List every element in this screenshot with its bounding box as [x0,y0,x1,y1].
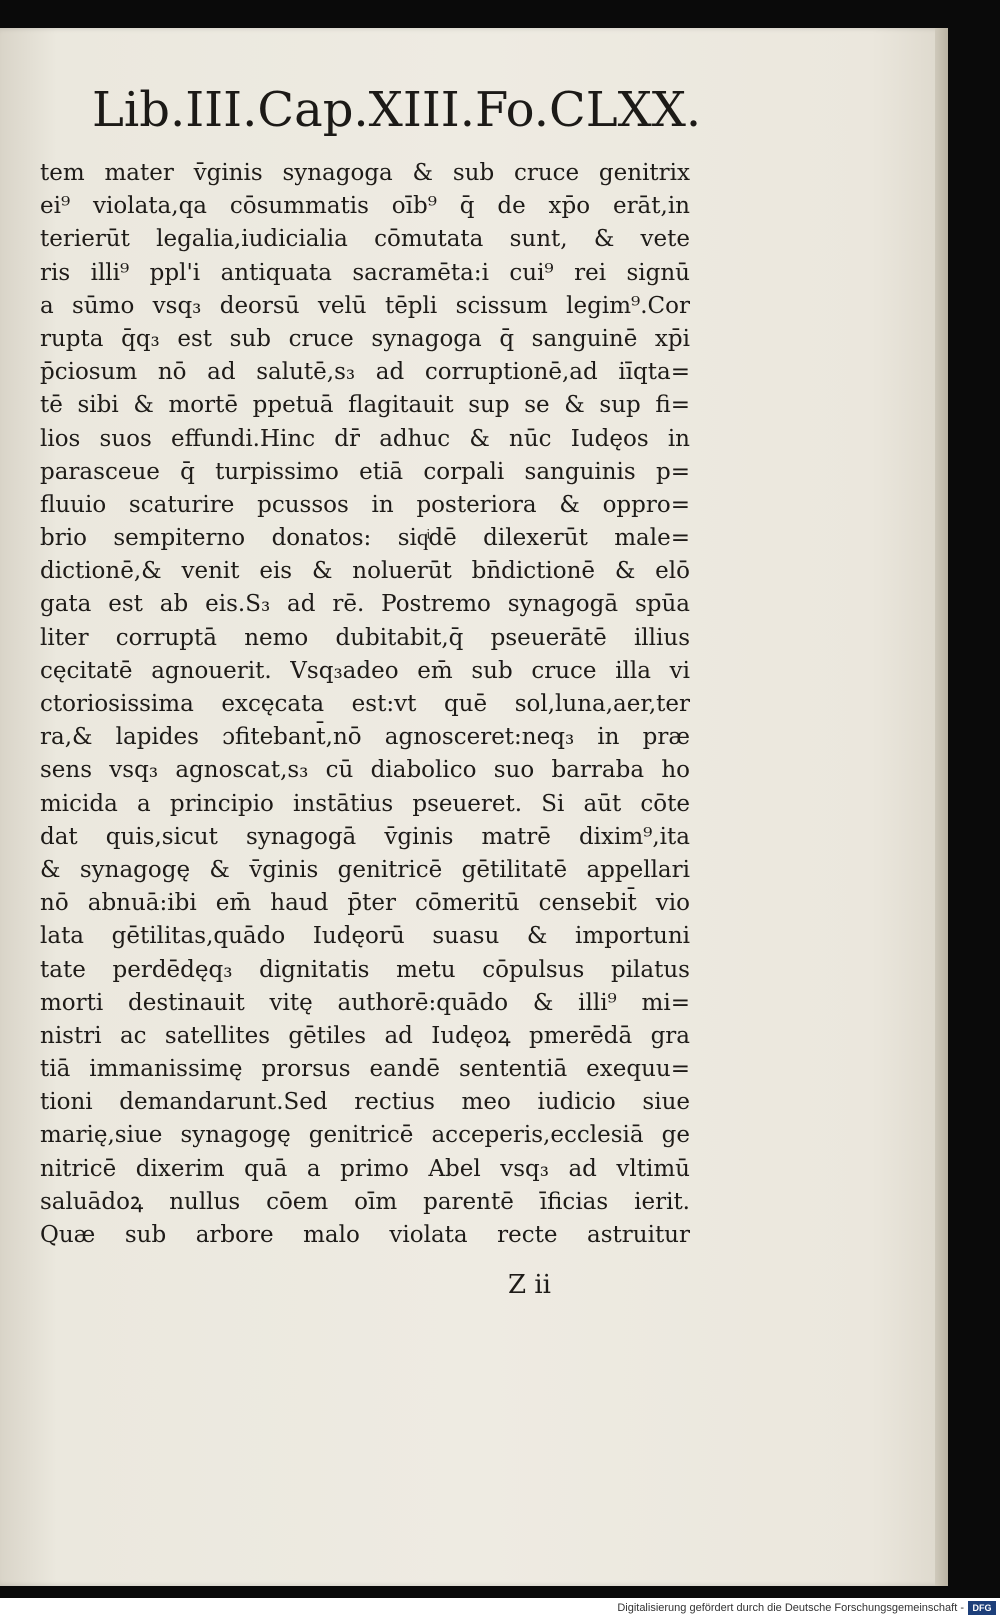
text-line: rupta q̄q₃ est sub cruce synagoga q̄ sanguinē xp̄i [40,325,690,352]
text-line: morti destinauit vitę authorē:quādo & illi⁹ mi= [40,989,690,1016]
text-line: & synagogę & v̄ginis genitricē gētilitatē appellari [40,856,690,883]
text-line: ei⁹ violata,qa cōsummatis oīb⁹ q̄ de xp̄o erāt,in [40,193,690,220]
text-line: tiā immanissimę prorsus eandē sententiā exequu= [40,1056,690,1083]
footer-credit: Digitalisierung gefördert durch die Deutsche Forschungsgemeinschaft - [617,1602,964,1614]
text-line: nitricē dixerim quā a primo Abel vsq₃ ad vltimū [40,1155,690,1182]
text-line: marię,siue synagogę genitricē acceperis,ecclesiā ge [40,1122,690,1149]
text-line: Quæ sub arbore malo violata recte astruitur [40,1222,690,1248]
page-edge [935,28,948,1586]
text-line: a sūmo vsq₃ deorsū velū tēpli scissum legim⁹.Cor [40,292,690,319]
text-line: tem mater v̄ginis synagoga & sub cruce genitrix [40,160,690,186]
text-line: nō abnuā:ibi em̄ haud p̄ter cōmeritū censebit̄ vio [40,890,690,917]
text-line: terierūt legalia,iudicialia cōmutata sunt, & vete [40,226,690,253]
text-line: brio sempiterno donatos: siqͥdē dilexerūt male= [40,525,690,552]
signature-mark: Z ii [508,1270,551,1300]
text-line: tē sibi & mortē ppetuā flagitauit sup se & sup fi= [40,392,690,419]
text-line: ris illi⁹ ppl'i antiquata sacramēta:i cui⁹ rei signū [40,259,690,286]
text-line: gata est ab eis.S₃ ad rē. Postremo synagogā spūa [40,591,690,618]
text-block [40,157,690,1252]
running-head: Lib.III.Cap.XIII.Fo.CLXX. [92,82,702,138]
text-line: tate perdēdęq₃ dignitatis metu cōpulsus pilatus [40,956,690,983]
text-line: fluuio scaturire pcussos in posteriora & oppro= [40,491,690,518]
text-line: cęcitatē agnouerit. Vsq₃adeo em̄ sub cruce illa vi [40,657,690,684]
text-line: tioni demandarunt.Sed rectius meo iudicio siue [40,1089,690,1116]
text-line: liter corruptā nemo dubitabit,q̄ pseuerātē illius [40,624,690,651]
text-line: parasceue q̄ turpissimo etiā corpali sanguinis p= [40,458,690,485]
text-line: dictionē,& venit eis & noluerūt bn̄dictionē & elō [40,558,690,585]
dfg-logo-icon[interactable]: DFG [968,1601,996,1615]
text-line: ra,& lapides ɔfitebant̄,nō agnosceret:neq₃ in præ [40,724,690,751]
text-line: dat quis,sicut synagogā v̄ginis matrē dixim⁹,ita [40,823,690,850]
text-line: p̄ciosum nō ad salutē,s₃ ad corruptionē,ad iīqta= [40,359,690,386]
text-line: lios suos effundi.Hinc dr̄ adhuc & nūc Iudęos in [40,425,690,452]
text-line: sens vsq₃ agnoscat,s₃ cū diabolico suo barraba ho [40,757,690,784]
text-line: lata gētilitas,quādo Iudęorū suasu & importuni [40,923,690,950]
text-line: nistri ac satellites gētiles ad Iudęoꝝ pmerēdā gra [40,1022,690,1049]
text-line: saluādoꝝ nullus cōem oīm parentē īficias ierit. [40,1188,690,1215]
text-line: ctoriosissima excęcata est:vt quē sol,luna,aer,ter [40,691,690,717]
text-line: micida a principio instātius pseueret. Si aūt cōte [40,790,690,817]
